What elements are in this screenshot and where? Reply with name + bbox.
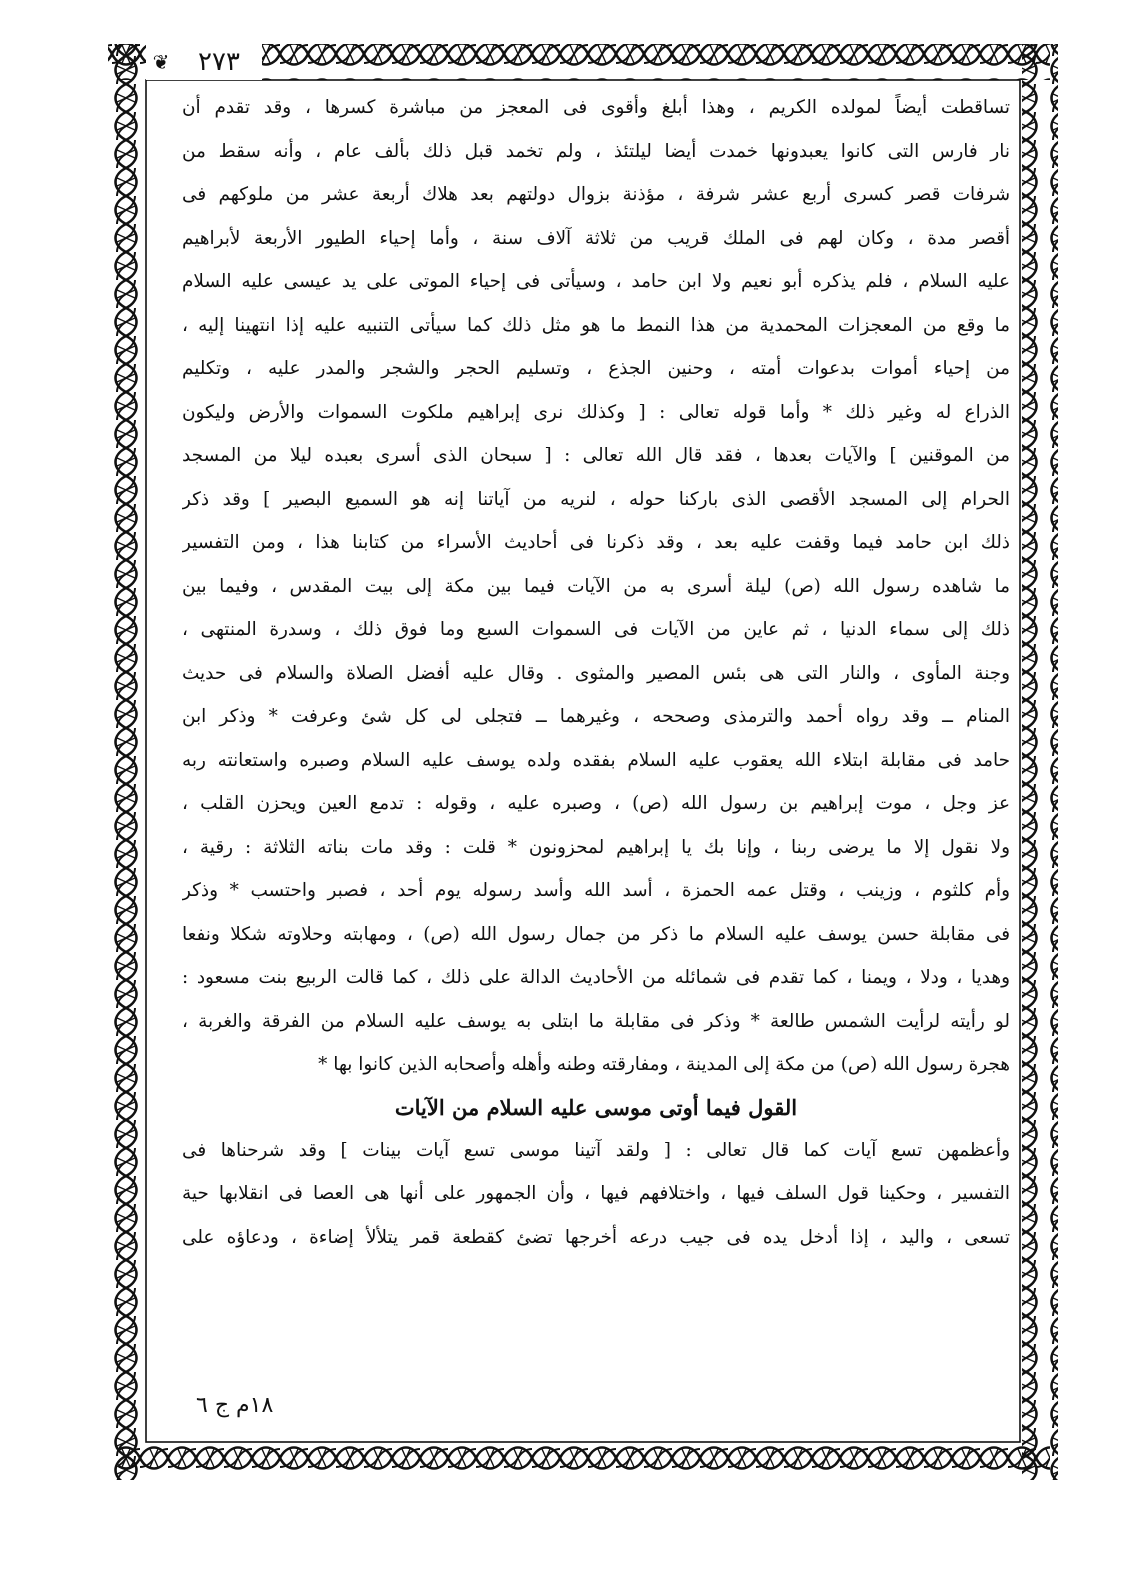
section-heading: القول فيما أوتى موسى عليه السلام من الآيات — [394, 1094, 798, 1120]
text-line: ولا نقول إلا ما يرضى ربنا ، وإنا بك يا إبراهيم لمحزونون * قلت : وقد مات بناته الثلاثة : رقية ، — [182, 836, 1010, 858]
text-line: لو رأيته لرأيت الشمس طالعة * وذكر فى مقابلة ما ابتلى به يوسف عليه السلام من الفرقة والغربة ، — [182, 1010, 1010, 1032]
text-line: شرفات قصر كسرى أربع عشر شرفة ، مؤذنة بزوال دولتهم بعد هلاك أربعة عشر من ملوكهم فى — [182, 184, 1010, 205]
text-line: أقصر مدة ، وكان لهم فى الملك قريب من ثلاثة آلاف سنة ، وأما إحياء الطيور الأربعة لأبراهيم — [182, 227, 1010, 249]
text-line: ذلك إلى سماء الدنيا ، ثم عاين من الآيات فى السموات السبع وما فوق ذلك ، وسدرة المنتهى ، — [182, 619, 1010, 640]
text-line: وأعظمهن تسع آيات كما قال تعالى : [ ولقد آتينا موسى تسع آيات بينات ] وقد شرحناها فى — [182, 1139, 1010, 1161]
text-line: نار فارس التى كانوا يعبدونها خمدت أيضا ليلتئذ ، ولم تخمد قبل ذلك بألف عام ، وأنه سقط من — [182, 140, 1010, 162]
page-body — [182, 86, 1010, 1259]
text-line: ذلك ابن حامد فيما وقفت عليه بعد ، وقد ذكرنا فى أحاديث الأسراء من كتابنا هذا ، ومن التفسير — [182, 532, 1010, 553]
text-line: وجنة المأوى ، والنار التى هى بئس المصير والمثوى . وقال عليه أفضل الصلاة والسلام فى حديث — [182, 662, 1010, 684]
text-line: حامد فى مقابلة ابتلاء الله يعقوب عليه السلام بفقده ولده يوسف عليه السلام وصبره واستعانته ربه — [182, 749, 1010, 771]
text-line: المنام ــ وقد رواه أحمد والترمذى وصححه ، وغيرهما ــ فتجلى لى كل شئ وعرفت * وذكر ابن — [182, 706, 1010, 727]
text-line: عليه السلام ، فلم يذكره أبو نعيم ولا ابن حامد ، وسيأتى فى إحياء الموتى على يد عيسى عليه السلام — [182, 271, 1010, 292]
text-line: الذراع له وغير ذلك * وأما قوله تعالى : [ وكذلك نرى إبراهيم ملكوت السموات والأرض وليكون — [182, 401, 1010, 423]
text-line: من الموقنين ] والآيات بعدها ، فقد قال الله تعالى : [ سبحان الذى أسرى بعبده ليلا من المسجد — [182, 445, 1010, 466]
text-line: وأم كلثوم ، وزينب ، وقتل عمه الحمزة ، أسد الله وأسد رسوله يوم أحد ، فصبر واحتسب * وذكر — [182, 880, 1010, 901]
page-number: ٢٧٣ — [176, 44, 262, 80]
text-line: تساقطت أيضاً لمولده الكريم ، وهذا أبلغ وأقوى فى المعجز من مباشرة كسرها ، وقد تقدم أن — [182, 97, 1010, 118]
text-line: من إحياء أموات بدعوات أمته ، وحنين الجذع ، وتسليم الحجر والشجر والمدر عليه ، وتكليم — [182, 358, 1010, 379]
text-line: عز وجل ، موت إبراهيم بن رسول الله (ص) ، وصبره عليه ، وقوله : تدمع العين ويحزن القلب ، — [182, 793, 1010, 814]
header-ornament: ❦ — [146, 44, 176, 80]
text-line: ما وقع من المعجزات المحمدية من هذا النمط ما هو مثل ذلك كما سيأتى التنبيه عليه إذا انتهينا إليه ، — [182, 314, 1010, 336]
text-line: ما شاهده رسول الله (ص) ليلة أسرى به من الآيات فيما بين مكة إلى بيت المقدس ، وفيما بين — [182, 575, 1010, 597]
text-line: وهديا ، ودلا ، ويمنا ، كما تقدم فى شمائله من الأحاديث الدالة على ذلك ، كما قالت الربيع بنت مسعود : — [182, 967, 1010, 988]
text-line: هجرة رسول الله (ص) من مكة إلى المدينة ، ومفارقته وطنه وأهله وأصحابه الذين كانوا بها * — [318, 1054, 1010, 1075]
signature-mark: ١٨م ج ٦ — [196, 1393, 274, 1418]
text-line: التفسير ، وحكينا قول السلف فيها ، واختلافهم فيها ، وأن الجمهور على أنها هى العصا فى انقلابها حية — [182, 1183, 1010, 1204]
text-line: الحرام إلى المسجد الأقصى الذى باركنا حوله ، لنريه من آياتنا إنه هو السميع البصير ] وقد ذكر — [182, 488, 1010, 510]
text-line: تسعى ، واليد ، إذا أدخل يده فى جيب درعه أخرجها تضئ كقطعة قمر يتلألأ إضاءة ، ودعاؤه على — [182, 1226, 1010, 1248]
text-line: فى مقابلة حسن يوسف عليه السلام ما ذكر من جمال رسول الله (ص) ، ومهابته وحلاوته شكلا ونفعا — [182, 923, 1010, 945]
